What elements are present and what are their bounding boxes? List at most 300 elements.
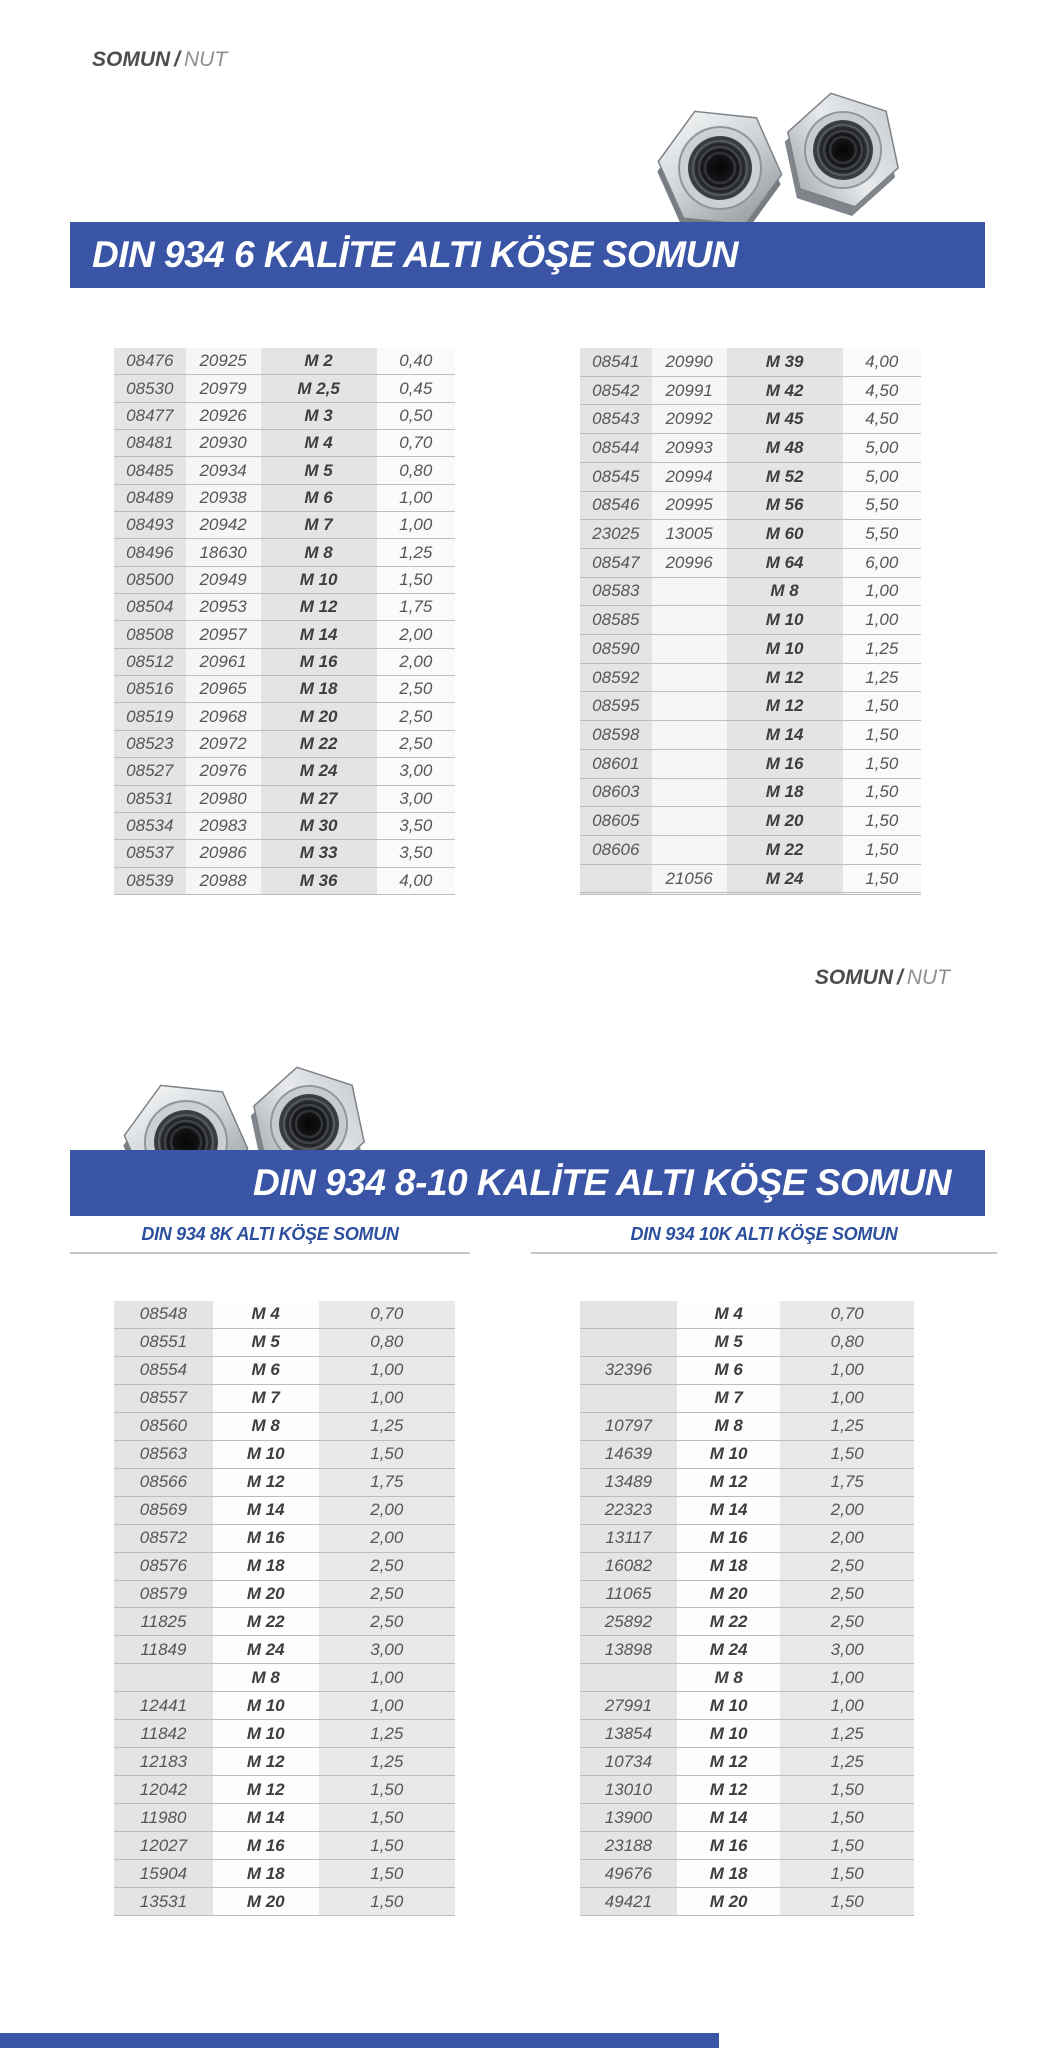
table-row bbox=[580, 864, 921, 893]
table-cell: 0,70 bbox=[319, 1301, 455, 1329]
table-cell: M 16 bbox=[213, 1832, 319, 1860]
table-cell: M 20 bbox=[213, 1580, 319, 1608]
table-cell: M 6 bbox=[677, 1356, 781, 1384]
table-row bbox=[114, 1580, 455, 1608]
table-cell: 08489 bbox=[114, 484, 186, 511]
table-cell: M 33 bbox=[261, 840, 377, 867]
table-cell: 23025 bbox=[580, 520, 652, 549]
table-cell: M 2,5 bbox=[261, 375, 377, 402]
table-cell: M 3 bbox=[261, 402, 377, 429]
table-cell: 0,70 bbox=[377, 430, 455, 457]
table-cell: 1,50 bbox=[780, 1804, 914, 1832]
table-row bbox=[580, 749, 921, 778]
table-cell: 21056 bbox=[652, 864, 727, 893]
page-title-en: NUT bbox=[184, 48, 228, 71]
table-cell bbox=[580, 1301, 677, 1329]
table-row bbox=[580, 1552, 914, 1580]
table-cell: 08493 bbox=[114, 512, 186, 539]
table-cell: 2,50 bbox=[780, 1608, 914, 1636]
table-cell: M 20 bbox=[261, 703, 377, 730]
table-cell: M 5 bbox=[213, 1328, 319, 1356]
table-cell: 20957 bbox=[186, 621, 261, 648]
section2-banner-title: DIN 934 8-10 KALİTE ALTI KÖŞE SOMUN bbox=[253, 1162, 951, 1203]
din934-6-table-right bbox=[580, 347, 921, 895]
table-cell: 12027 bbox=[114, 1832, 213, 1860]
table-cell: M 12 bbox=[213, 1468, 319, 1496]
table-cell: 1,25 bbox=[319, 1720, 455, 1748]
page-title-en: NUT bbox=[906, 966, 950, 989]
table-cell: 18630 bbox=[186, 539, 261, 566]
table-cell: 2,00 bbox=[780, 1496, 914, 1524]
table-cell: 08531 bbox=[114, 785, 186, 812]
table-cell: M 48 bbox=[727, 434, 843, 463]
table-cell: 1,50 bbox=[780, 1832, 914, 1860]
table-row bbox=[114, 430, 455, 457]
table-cell: 08542 bbox=[580, 376, 652, 405]
table-row bbox=[114, 402, 455, 429]
table-cell: 1,25 bbox=[319, 1412, 455, 1440]
table-cell: 3,00 bbox=[377, 758, 455, 785]
table-row bbox=[580, 1412, 914, 1440]
table-cell: 1,00 bbox=[780, 1692, 914, 1720]
table-cell: 08566 bbox=[114, 1468, 213, 1496]
table-row bbox=[580, 1748, 914, 1776]
table-cell: 20961 bbox=[186, 648, 261, 675]
table-cell: 6,00 bbox=[843, 548, 921, 577]
table-cell: M 22 bbox=[727, 835, 843, 864]
table-row bbox=[580, 893, 921, 895]
table-cell: 1,50 bbox=[843, 807, 921, 836]
table-cell bbox=[727, 893, 843, 895]
table-cell: M 6 bbox=[213, 1356, 319, 1384]
table-cell: 0,80 bbox=[780, 1328, 914, 1356]
table-cell: 1,75 bbox=[780, 1468, 914, 1496]
table-cell: M 14 bbox=[261, 621, 377, 648]
page-title-tr: SOMUN bbox=[92, 48, 171, 71]
table-cell: 11825 bbox=[114, 1608, 213, 1636]
table-cell: M 52 bbox=[727, 462, 843, 491]
table-cell: 20996 bbox=[652, 548, 727, 577]
table-cell: M 30 bbox=[261, 812, 377, 839]
table-cell: M 10 bbox=[727, 606, 843, 635]
table-row bbox=[580, 1468, 914, 1496]
table-row bbox=[580, 1580, 914, 1608]
table-cell: 08551 bbox=[114, 1328, 213, 1356]
table-cell: M 5 bbox=[261, 457, 377, 484]
table-cell: 08485 bbox=[114, 457, 186, 484]
table-row bbox=[580, 1524, 914, 1552]
table-cell: M 18 bbox=[727, 778, 843, 807]
table-cell: 4,50 bbox=[843, 405, 921, 434]
table-cell: 5,00 bbox=[843, 462, 921, 491]
table-cell: 08530 bbox=[114, 375, 186, 402]
table-cell: 1,00 bbox=[319, 1692, 455, 1720]
table-cell: M 4 bbox=[213, 1301, 319, 1329]
table-cell: 2,50 bbox=[377, 703, 455, 730]
table-cell: 08477 bbox=[114, 402, 186, 429]
table-cell: 1,50 bbox=[319, 1832, 455, 1860]
table-cell: M 24 bbox=[727, 864, 843, 893]
table-cell: 08579 bbox=[114, 1580, 213, 1608]
table-cell: 13900 bbox=[580, 1804, 677, 1832]
table-cell: M 18 bbox=[677, 1860, 781, 1888]
table-cell: 20994 bbox=[652, 462, 727, 491]
table-cell: 1,00 bbox=[319, 1356, 455, 1384]
table-cell: 1,25 bbox=[780, 1720, 914, 1748]
table-cell: 08548 bbox=[114, 1301, 213, 1329]
table-cell bbox=[652, 835, 727, 864]
table-cell bbox=[652, 606, 727, 635]
table-cell: 1,50 bbox=[843, 721, 921, 750]
table-cell: 20993 bbox=[652, 434, 727, 463]
table-cell: 14639 bbox=[580, 1440, 677, 1468]
table-row bbox=[114, 1748, 455, 1776]
table-cell: 08583 bbox=[580, 577, 652, 606]
table-cell bbox=[580, 1664, 677, 1692]
table-row bbox=[580, 348, 921, 377]
table-cell: 20972 bbox=[186, 730, 261, 757]
table-row bbox=[580, 606, 921, 635]
table-cell: 20990 bbox=[652, 348, 727, 377]
table-cell: 2,00 bbox=[780, 1524, 914, 1552]
table-cell: 08547 bbox=[580, 548, 652, 577]
table-cell: M 12 bbox=[261, 594, 377, 621]
table-cell: 1,00 bbox=[780, 1664, 914, 1692]
table-row bbox=[114, 840, 455, 867]
table-cell: 2,50 bbox=[377, 730, 455, 757]
table-cell: 13005 bbox=[652, 520, 727, 549]
table-row bbox=[580, 635, 921, 664]
table-cell: 0,80 bbox=[319, 1328, 455, 1356]
table-row bbox=[580, 1776, 914, 1804]
table-cell: 08496 bbox=[114, 539, 186, 566]
table-cell: 20995 bbox=[652, 491, 727, 520]
table-row bbox=[114, 484, 455, 511]
table-cell: M 45 bbox=[727, 405, 843, 434]
table-row bbox=[114, 621, 455, 648]
table-cell: M 20 bbox=[677, 1888, 781, 1916]
table-cell: M 20 bbox=[213, 1888, 319, 1916]
table-cell: M 7 bbox=[261, 512, 377, 539]
table-cell: M 10 bbox=[213, 1720, 319, 1748]
table-cell: 1,50 bbox=[319, 1804, 455, 1832]
table-cell: 2,50 bbox=[780, 1580, 914, 1608]
table-cell: M 10 bbox=[727, 635, 843, 664]
din934-6-table-left bbox=[114, 347, 455, 895]
table-row bbox=[114, 594, 455, 621]
table-cell: 20949 bbox=[186, 566, 261, 593]
table-row bbox=[114, 1832, 455, 1860]
table-row bbox=[114, 348, 455, 375]
table-row bbox=[580, 1328, 914, 1356]
hex-nut-front bbox=[652, 108, 788, 234]
table-row bbox=[114, 730, 455, 757]
table-cell: M 10 bbox=[213, 1692, 319, 1720]
table-row bbox=[580, 721, 921, 750]
table-cell: 1,00 bbox=[780, 1384, 914, 1412]
table-cell: 08592 bbox=[580, 663, 652, 692]
table-cell: 08605 bbox=[580, 807, 652, 836]
table-row bbox=[114, 1301, 455, 1329]
table-cell: M 14 bbox=[677, 1804, 781, 1832]
table-cell: 11065 bbox=[580, 1580, 677, 1608]
table-cell: 10734 bbox=[580, 1748, 677, 1776]
table-cell: 1,50 bbox=[780, 1440, 914, 1468]
table-cell: 0,70 bbox=[780, 1301, 914, 1329]
table-cell: 08603 bbox=[580, 778, 652, 807]
table-cell: 08543 bbox=[580, 405, 652, 434]
table-cell: 20965 bbox=[186, 676, 261, 703]
table-row bbox=[580, 548, 921, 577]
table-cell bbox=[652, 635, 727, 664]
table-cell: 08512 bbox=[114, 648, 186, 675]
table-cell: M 12 bbox=[727, 663, 843, 692]
table-cell: M 12 bbox=[213, 1748, 319, 1776]
table-cell: 0,80 bbox=[377, 457, 455, 484]
table-cell: 2,50 bbox=[377, 676, 455, 703]
table-cell bbox=[580, 893, 652, 895]
table-cell: 20953 bbox=[186, 594, 261, 621]
page-header-section2 bbox=[815, 966, 950, 990]
table-cell: M 14 bbox=[213, 1804, 319, 1832]
table-row bbox=[580, 577, 921, 606]
table-cell: 08601 bbox=[580, 749, 652, 778]
table-row bbox=[114, 648, 455, 675]
table-cell bbox=[843, 893, 921, 895]
table-cell: M 18 bbox=[213, 1860, 319, 1888]
table-cell: M 22 bbox=[213, 1608, 319, 1636]
table-cell: 2,00 bbox=[377, 621, 455, 648]
table-cell: 08508 bbox=[114, 621, 186, 648]
table-cell: 08598 bbox=[580, 721, 652, 750]
table-cell: 20988 bbox=[186, 867, 261, 894]
table-cell: M 8 bbox=[677, 1664, 781, 1692]
table-row bbox=[114, 375, 455, 402]
table-row bbox=[114, 539, 455, 566]
table-row bbox=[114, 1888, 455, 1916]
table-cell: 13117 bbox=[580, 1524, 677, 1552]
table-row bbox=[580, 663, 921, 692]
table-cell: M 8 bbox=[213, 1412, 319, 1440]
table-cell: 0,45 bbox=[377, 375, 455, 402]
footer-accent-bar bbox=[0, 2033, 719, 2048]
table-row bbox=[114, 867, 455, 894]
table-cell: M 10 bbox=[213, 1440, 319, 1468]
table-cell: 1,00 bbox=[780, 1356, 914, 1384]
table-row bbox=[114, 1664, 455, 1692]
table-cell: M 18 bbox=[213, 1552, 319, 1580]
table-cell: 08527 bbox=[114, 758, 186, 785]
table-cell: 1,00 bbox=[843, 606, 921, 635]
table-cell: M 10 bbox=[261, 566, 377, 593]
table-row bbox=[580, 1832, 914, 1860]
table-row bbox=[114, 1860, 455, 1888]
table-cell: 5,50 bbox=[843, 520, 921, 549]
table-cell: M 12 bbox=[213, 1776, 319, 1804]
section1-banner-title: DIN 934 6 KALİTE ALTI KÖŞE SOMUN bbox=[92, 234, 738, 275]
table-cell bbox=[652, 692, 727, 721]
table-cell: M 20 bbox=[677, 1580, 781, 1608]
table-row bbox=[114, 676, 455, 703]
table-row bbox=[580, 1888, 914, 1916]
table-cell: 11849 bbox=[114, 1636, 213, 1664]
table-cell: 1,00 bbox=[319, 1664, 455, 1692]
table-cell: M 22 bbox=[261, 730, 377, 757]
page-title-tr: SOMUN bbox=[814, 966, 893, 989]
table-cell: 08523 bbox=[114, 730, 186, 757]
table-row bbox=[580, 434, 921, 463]
table-cell: M 8 bbox=[213, 1664, 319, 1692]
table-cell: M 12 bbox=[677, 1776, 781, 1804]
din934-10k-table bbox=[580, 1300, 914, 1916]
table-cell: 08500 bbox=[114, 566, 186, 593]
table-cell: 15904 bbox=[114, 1860, 213, 1888]
table-cell: M 10 bbox=[677, 1692, 781, 1720]
table-cell: 1,50 bbox=[319, 1440, 455, 1468]
table-cell: 1,50 bbox=[377, 566, 455, 593]
table-cell: M 22 bbox=[677, 1608, 781, 1636]
table-cell: M 7 bbox=[677, 1384, 781, 1412]
subheader-10k-underline bbox=[531, 1252, 997, 1254]
table-cell: M 14 bbox=[213, 1496, 319, 1524]
table-row bbox=[114, 1468, 455, 1496]
subheader-10k: DIN 934 10K ALTI KÖŞE SOMUN bbox=[630, 1224, 898, 1244]
table-row bbox=[114, 1636, 455, 1664]
table-cell: 0,40 bbox=[377, 348, 455, 375]
table-cell: 1,50 bbox=[843, 778, 921, 807]
table-cell: M 12 bbox=[677, 1748, 781, 1776]
table-cell: M 6 bbox=[261, 484, 377, 511]
table-cell: M 16 bbox=[213, 1524, 319, 1552]
table-row bbox=[580, 1692, 914, 1720]
table-cell: 08541 bbox=[580, 348, 652, 377]
table-cell: 08557 bbox=[114, 1384, 213, 1412]
table-cell: 1,25 bbox=[377, 539, 455, 566]
table-row bbox=[580, 1720, 914, 1748]
table-cell: M 10 bbox=[677, 1720, 781, 1748]
table-cell: 20992 bbox=[652, 405, 727, 434]
table-row bbox=[580, 778, 921, 807]
table-cell: 1,50 bbox=[843, 692, 921, 721]
table-row bbox=[580, 1356, 914, 1384]
table-cell: 1,50 bbox=[319, 1860, 455, 1888]
table-cell: 2,00 bbox=[319, 1496, 455, 1524]
table-cell: 1,50 bbox=[319, 1888, 455, 1916]
page-header-section1 bbox=[92, 48, 227, 72]
table-cell: M 18 bbox=[261, 676, 377, 703]
table-cell bbox=[652, 778, 727, 807]
table-cell: 4,00 bbox=[377, 867, 455, 894]
table-cell: 08546 bbox=[580, 491, 652, 520]
table-cell: 1,50 bbox=[843, 749, 921, 778]
table-row bbox=[114, 1776, 455, 1804]
table-cell: 1,50 bbox=[780, 1776, 914, 1804]
table-cell: 5,50 bbox=[843, 491, 921, 520]
table-cell: 13854 bbox=[580, 1720, 677, 1748]
table-cell: 08585 bbox=[580, 606, 652, 635]
table-cell: M 42 bbox=[727, 376, 843, 405]
table-row bbox=[114, 1412, 455, 1440]
table-cell: 20979 bbox=[186, 375, 261, 402]
table-row bbox=[580, 376, 921, 405]
table-cell bbox=[652, 749, 727, 778]
table-cell: 49676 bbox=[580, 1860, 677, 1888]
table-cell: 27991 bbox=[580, 1692, 677, 1720]
table-cell: 2,00 bbox=[377, 648, 455, 675]
table-cell: 1,25 bbox=[843, 635, 921, 664]
table-cell: M 8 bbox=[727, 577, 843, 606]
table-row bbox=[580, 462, 921, 491]
table-row bbox=[580, 1664, 914, 1692]
table-cell: M 16 bbox=[261, 648, 377, 675]
table-row bbox=[580, 1608, 914, 1636]
table-cell bbox=[580, 1384, 677, 1412]
table-cell: 3,00 bbox=[319, 1636, 455, 1664]
table-cell: 2,50 bbox=[319, 1608, 455, 1636]
table-row bbox=[114, 1524, 455, 1552]
table-cell: 20968 bbox=[186, 703, 261, 730]
table-cell: 1,25 bbox=[780, 1748, 914, 1776]
table-cell: 08590 bbox=[580, 635, 652, 664]
table-cell: 08569 bbox=[114, 1496, 213, 1524]
table-cell: 08539 bbox=[114, 867, 186, 894]
table-cell: 11980 bbox=[114, 1804, 213, 1832]
table-cell: M 7 bbox=[213, 1384, 319, 1412]
table-cell: 1,50 bbox=[843, 835, 921, 864]
table-cell: 08537 bbox=[114, 840, 186, 867]
table-cell: 25892 bbox=[580, 1608, 677, 1636]
table-cell: 4,50 bbox=[843, 376, 921, 405]
table-row bbox=[114, 512, 455, 539]
table-cell: M 60 bbox=[727, 520, 843, 549]
table-row bbox=[114, 1496, 455, 1524]
table-row bbox=[114, 1440, 455, 1468]
table-cell: 1,50 bbox=[780, 1860, 914, 1888]
table-row bbox=[114, 566, 455, 593]
table-row bbox=[114, 785, 455, 812]
table-row bbox=[580, 520, 921, 549]
table-cell: M 10 bbox=[677, 1440, 781, 1468]
table-cell: 20976 bbox=[186, 758, 261, 785]
table-cell: 08504 bbox=[114, 594, 186, 621]
table-row bbox=[114, 457, 455, 484]
table-cell: 1,25 bbox=[843, 663, 921, 692]
table-row bbox=[114, 758, 455, 785]
table-cell: 1,00 bbox=[377, 512, 455, 539]
table-cell: 2,50 bbox=[319, 1580, 455, 1608]
din934-8k-table bbox=[114, 1300, 455, 1916]
table-cell: 08545 bbox=[580, 462, 652, 491]
table-cell: 08519 bbox=[114, 703, 186, 730]
table-row bbox=[580, 1860, 914, 1888]
subheader-8k: DIN 934 8K ALTI KÖŞE SOMUN bbox=[141, 1224, 399, 1244]
table-cell: 49421 bbox=[580, 1888, 677, 1916]
table-cell: 3,50 bbox=[377, 840, 455, 867]
table-cell: 08560 bbox=[114, 1412, 213, 1440]
table-cell: M 14 bbox=[677, 1496, 781, 1524]
table-cell: 08606 bbox=[580, 835, 652, 864]
table-cell: 1,50 bbox=[319, 1776, 455, 1804]
table-row bbox=[114, 1328, 455, 1356]
table-row bbox=[580, 1301, 914, 1329]
table-row bbox=[580, 1440, 914, 1468]
table-cell: 1,25 bbox=[319, 1748, 455, 1776]
table-cell: 11842 bbox=[114, 1720, 213, 1748]
table-cell: 1,50 bbox=[780, 1888, 914, 1916]
table-cell: 0,50 bbox=[377, 402, 455, 429]
table-row bbox=[114, 1384, 455, 1412]
table-row bbox=[580, 405, 921, 434]
